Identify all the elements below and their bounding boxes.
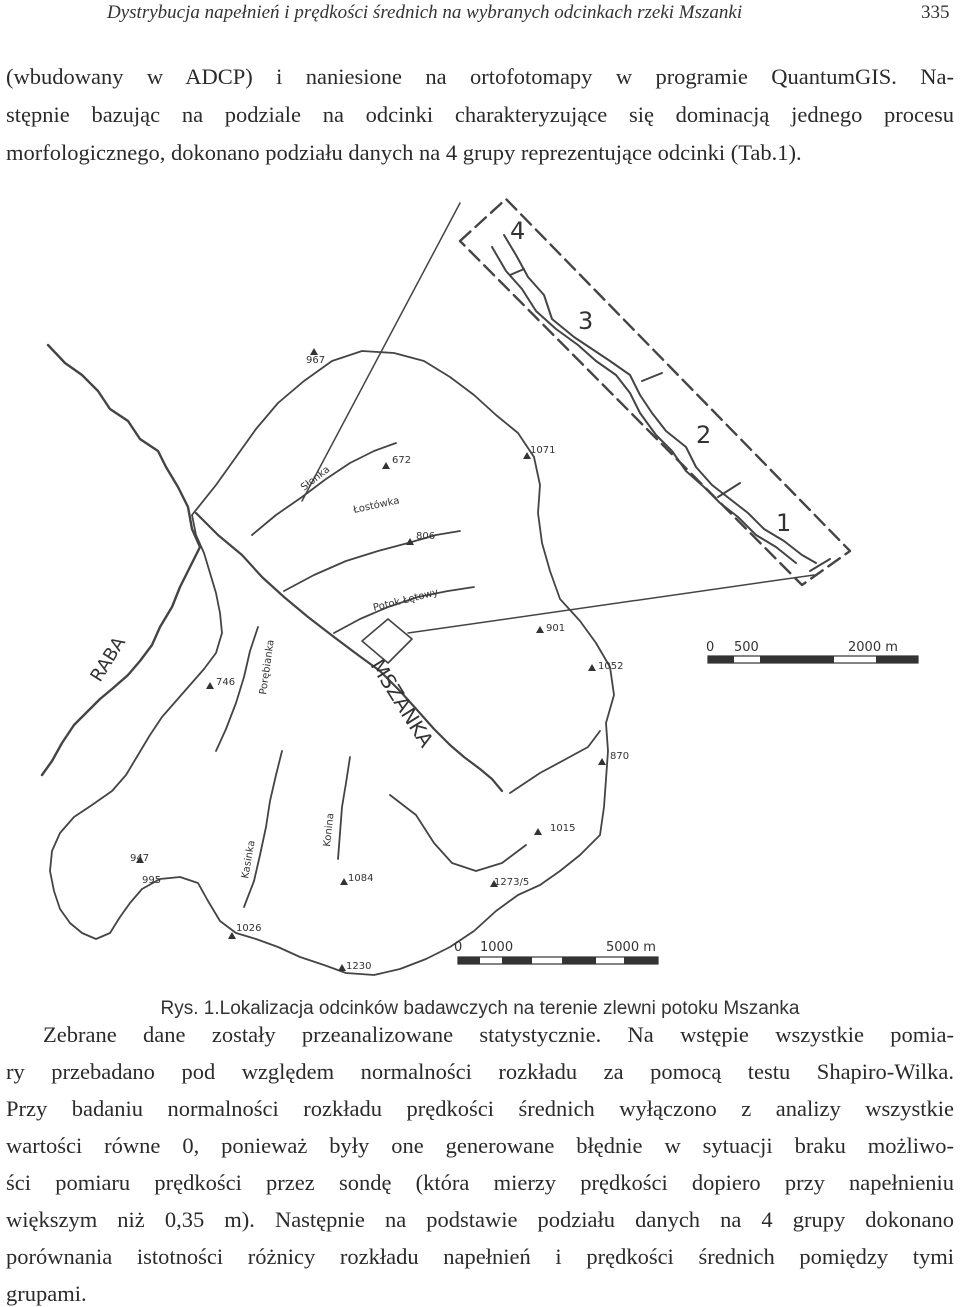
river-label-lostowka: Łostówka	[352, 495, 401, 516]
peak-triangle	[534, 828, 542, 835]
peak-label: 901	[546, 623, 566, 634]
peak-label: 947	[130, 853, 150, 864]
river-label-konina: Konina	[322, 812, 337, 848]
figure-map	[40, 195, 930, 985]
peak-label: 870	[610, 751, 630, 762]
peak-label: 1015	[550, 823, 576, 834]
upper-stream-line	[510, 731, 600, 793]
peak-label: 1071	[530, 445, 556, 456]
peak-label: 746	[216, 677, 236, 688]
river-label-potok-letowy: Potok Łętowy	[372, 587, 440, 614]
peak-label: 1273/5	[494, 877, 530, 888]
peak-triangle	[338, 964, 346, 971]
section-number: 4	[510, 217, 526, 245]
peak-triangle	[310, 348, 318, 355]
peak-label: 1026	[236, 923, 262, 934]
section-boundary-tick	[510, 269, 524, 275]
peak-label: 1052	[598, 661, 624, 672]
text-line: grupami.	[6, 1281, 87, 1306]
inset-connector-line	[302, 203, 460, 501]
inset-river-line	[504, 235, 816, 563]
scale-label: 0	[454, 940, 463, 955]
running-title: Dystrybucja napełnień i prędkości średnich na wybranych odcinkach rzeki Mszanki	[107, 2, 743, 23]
text-line: (wbudowany w ADCP) i naniesione na ortofotomapy w programie QuantumGIS. Na-	[6, 64, 954, 89]
river-label-mszanka: MSZANKA	[365, 654, 439, 752]
mszanka-river-line	[196, 513, 502, 791]
catchment-map	[40, 195, 930, 985]
peak-triangle	[536, 626, 544, 633]
study-sections-frame	[460, 199, 850, 585]
peak-label: 672	[392, 455, 412, 466]
scale-bar-large	[454, 940, 658, 964]
raba-river-line	[42, 345, 200, 775]
page-number: 335	[921, 2, 950, 23]
lower-stream-line	[390, 795, 526, 871]
peak-label: 995	[142, 875, 162, 886]
section-boundary-tick	[718, 483, 740, 497]
peak-label: 806	[416, 531, 436, 542]
river-label-raba: RABA	[86, 633, 131, 686]
text-line: większym niż 0,35 m). Następnie na podstawie podziału danych na 4 grupy dokonano	[6, 1207, 954, 1232]
section-number: 2	[696, 421, 712, 449]
river-label-slonka: Słonka	[299, 464, 333, 494]
peak-triangle	[340, 878, 348, 885]
peak-triangle	[598, 758, 606, 765]
peak-triangle	[382, 462, 390, 469]
peak-triangle	[588, 664, 596, 671]
section-boundary-tick	[642, 373, 662, 381]
figure-caption: Rys. 1.Lokalizacja odcinków badawczych na terenie zlewni potoku Mszanka	[160, 998, 800, 1019]
scale-label: 1000	[480, 940, 514, 955]
text-line: stępnie bazując na podziale na odcinki charakteryzujące się dominacją jednego procesu	[6, 102, 954, 127]
peak-label: 1230	[346, 961, 372, 972]
paragraph-statistics	[6, 1022, 954, 1306]
slonka-river-line	[252, 443, 396, 535]
text-line: Zebrane dane zostały przeanalizowane statystycznie. Na wstępie wszystkie pomia-	[43, 1022, 954, 1047]
scale-label: 500	[734, 640, 759, 655]
text-line: morfologicznego, dokonano podziału danych na 4 grupy reprezentujące odcinki (Tab.1).	[6, 140, 802, 165]
text-line: ry przebadano pod względem normalności rozkładu za pomocą testu Shapiro-Wilka.	[6, 1059, 954, 1084]
kasinka-river-line	[244, 751, 282, 907]
peak-triangle	[206, 682, 214, 689]
porebianka-river-line	[216, 627, 258, 751]
text-line: wartości równe 0, ponieważ były one generowane błędnie w sytuacji braku możliwo-	[6, 1133, 954, 1158]
peak-label: 1084	[348, 873, 374, 884]
scale-bar-small	[706, 640, 918, 663]
inset-connector-line	[408, 575, 814, 633]
scale-label: 0	[706, 640, 715, 655]
river-label-porebianka: Porębianka	[258, 639, 277, 696]
text-line: Przy badaniu normalności rozkładu prędkości średnich wyłączono z analizy wszystkie	[6, 1096, 954, 1121]
konina-river-line	[338, 757, 350, 859]
section-number: 3	[578, 307, 594, 335]
section-number: 1	[776, 509, 792, 537]
text-line: porównania istotności różnicy rozkładu napełnień i prędkości średnich pomiędzy tymi	[6, 1244, 954, 1269]
running-header	[0, 0, 960, 30]
paragraph-intro	[6, 64, 954, 184]
text-line: ści pomiaru prędkości przez sondę (która mierzy prędkości dopiero przy napełnieniu	[6, 1170, 954, 1195]
peak-label: 967	[306, 355, 326, 366]
river-label-kasinka: Kasinka	[240, 839, 258, 880]
scale-label: 5000 m	[606, 940, 656, 955]
scale-label: 2000 m	[848, 640, 898, 655]
